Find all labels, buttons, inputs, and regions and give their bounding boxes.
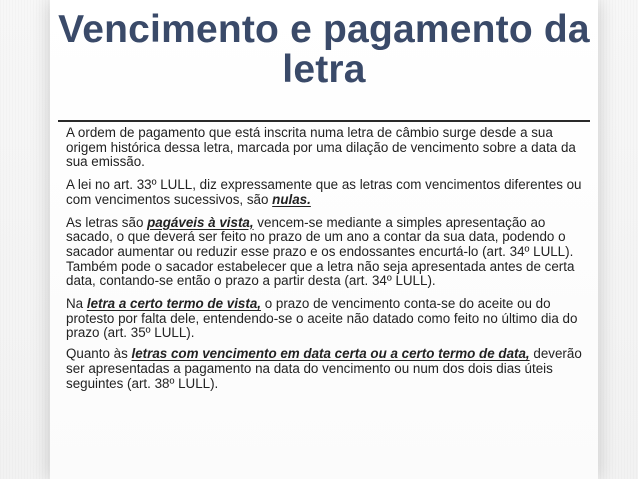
paragraph-5	[66, 347, 592, 391]
paragraph-3-after: vencem-se mediante a simples apresentação ao sacado, o que deverá ser feito no prazo de um ano a contar da sua data, podendo o sacador aumentar ou reduzir esse prazo e os endossantes encurtá-lo (art. 34º LULL). Também pode o sacador estabelecer que a letra não seja apresentada antes de certa data, contando-se então o prazo a partir desta (art. 34º LULL).	[66, 214, 575, 289]
paragraph-5-emphasis: letras com vencimento em data certa ou a certo termo de data,	[131, 346, 530, 362]
paragraph-4	[66, 297, 592, 341]
paragraph-5-before: Quanto às	[66, 346, 132, 362]
paragraph-2-emphasis: nulas.	[272, 191, 311, 207]
paragraph-1	[66, 126, 592, 170]
paragraph-4-after: o prazo de vencimento conta-se do aceite ou do protesto por falta dele, entendendo-se o aceite não datado como feito no último dia do prazo (art. 35º LULL).	[66, 296, 578, 341]
paragraph-3-emphasis: pagáveis à vista,	[147, 214, 254, 230]
paragraph-3-before: As letras são	[66, 214, 148, 230]
paragraph-1-text: A ordem de pagamento que está inscrita numa letra de câmbio surge desde a sua origem histórica dessa letra, marcada por uma dilação de vencimento sobre a data da sua emissão.	[66, 125, 576, 170]
paragraph-3	[66, 216, 592, 290]
title-divider	[58, 120, 590, 122]
paragraph-4-emphasis: letra a certo termo de vista,	[86, 296, 261, 312]
paragraph-2-before: A lei no art. 33º LULL, diz expressamente que as letras com vencimentos diferentes ou com vencimentos sucessivos, são	[66, 177, 582, 207]
paragraph-4-before: Na	[66, 296, 87, 312]
paragraph-2	[66, 178, 592, 207]
paragraph-5-after: deverão ser apresentadas a pagamento na data do vencimento ou num dos dois dias úteis seguintes (art. 38º LULL).	[66, 346, 582, 391]
slide-title: Vencimento e pagamento da letra	[58, 8, 590, 91]
slide-body	[66, 126, 592, 399]
